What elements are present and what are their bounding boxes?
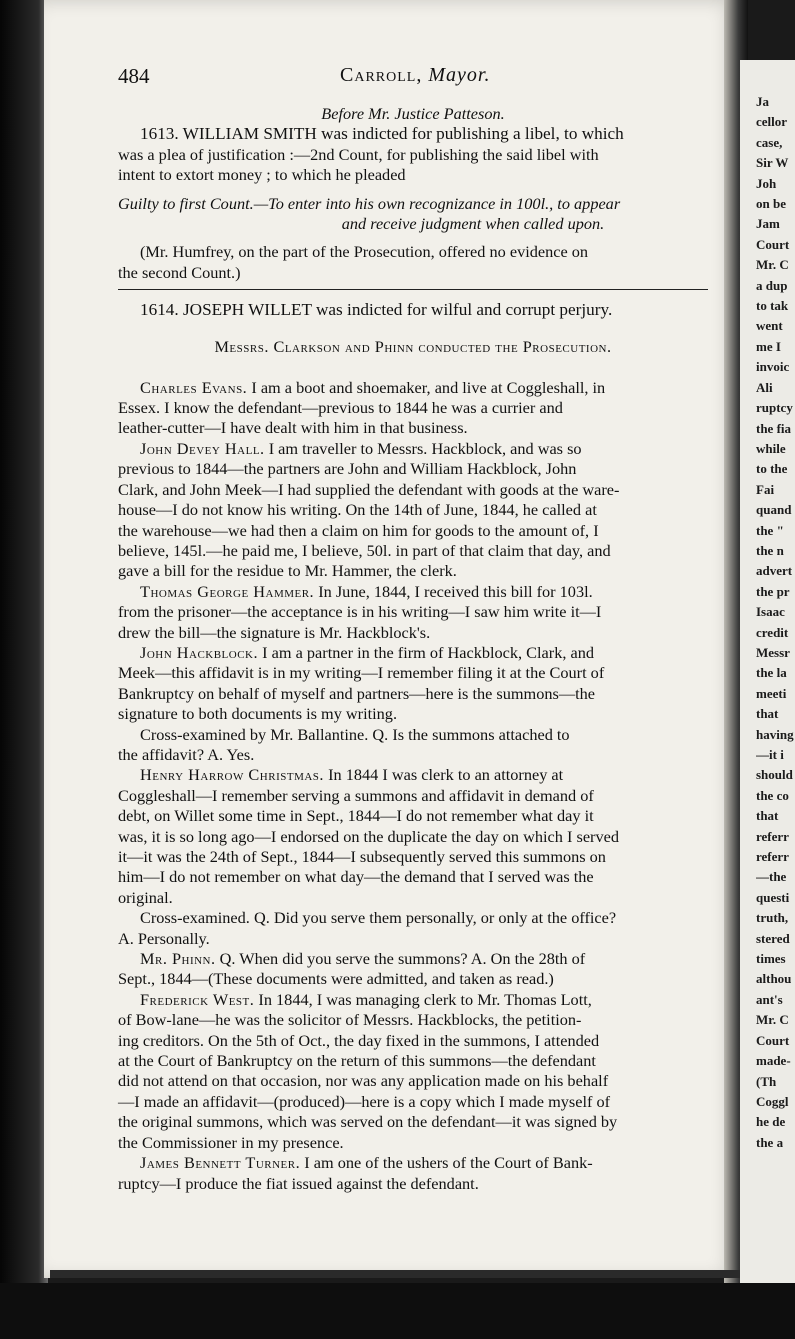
testimony-line [118, 602, 708, 622]
testimony-line [118, 521, 708, 541]
testimony-text: —I made an affidavit—(produced)—here is a copy which I made myself of [118, 1091, 611, 1111]
testimony-text: signature to both documents is my writing. [118, 704, 398, 724]
page-bottom-edge [50, 1270, 740, 1278]
testimony-line [118, 1092, 708, 1112]
testimony-line [118, 806, 708, 826]
testimony-text: I am one of the ushers of the Court of Bank- [304, 1153, 593, 1173]
testimony-line [118, 439, 708, 459]
facing-page-fragment: —the [756, 869, 787, 885]
testimony-text: house—I do not know his writing. On the 14th of June, 1844, he called at [118, 500, 597, 520]
case-1613-line-3: intent to extort money ; to which he pleaded [118, 165, 406, 185]
facing-page-fragment: case, [756, 134, 783, 150]
facing-page-fragment: the n [756, 542, 784, 558]
testimony-line [118, 827, 708, 847]
testimony-line [118, 378, 708, 398]
witness-paragraph [118, 908, 708, 949]
testimony-text: drew the bill—the signature is Mr. Hackblock's. [118, 622, 431, 642]
facing-page-fragment: quand [756, 502, 792, 518]
testimony-text: ing creditors. On the 5th of Oct., the day fixed in the summons, I attended [118, 1030, 600, 1050]
testimony-text: Bankruptcy on behalf of myself and partners—here is the summons—the [118, 683, 596, 703]
facing-page-fragment: Joh [756, 175, 777, 191]
witness-paragraph [118, 582, 708, 643]
testimony-text: it—it was the 24th of Sept., 1844—I subsequently served this summons on [118, 847, 606, 866]
testimony-text: Essex. I know the defendant—previous to 1844 he was a currier and [118, 398, 563, 418]
prosecution-note-line-2: the second Count.) [118, 262, 241, 282]
testimony-line [118, 765, 708, 785]
testimony-line [118, 684, 708, 704]
testimony-line [118, 990, 708, 1010]
facing-page-fragment: Court [756, 236, 790, 252]
facing-page-fragment: Mr. C [756, 257, 789, 273]
facing-page-fragment: me I [756, 338, 781, 354]
page-body [118, 104, 708, 1194]
facing-page-fragment: to tak [756, 298, 789, 314]
witness-paragraph [118, 643, 708, 725]
witness-paragraph [118, 1153, 708, 1194]
running-head-title: Mayor. [428, 64, 491, 86]
testimony-text: Meek—this affidavit is in my writing—I remember filing it at the Court of [118, 663, 605, 683]
facing-page-fragment: invoic [756, 359, 790, 375]
testimony-text: In June, 1844, I received this bill for 103l. [318, 581, 593, 601]
facing-page-fragment: should [756, 767, 793, 783]
testimony-line [118, 398, 708, 418]
scan-background [0, 1283, 795, 1339]
testimony-text: did not attend on that occasion, nor was any application made on his behalf [118, 1071, 609, 1091]
testimony-text: Clark, and John Meek—I had supplied the defendant with goods at the ware- [118, 479, 620, 499]
facing-page-fragment: althou [756, 971, 792, 987]
facing-page-fragment: the pr [756, 583, 790, 599]
testimony-line [118, 908, 708, 928]
case-1613 [118, 124, 708, 283]
case-1614 [118, 300, 708, 1194]
facing-page-fragment: Court [756, 1032, 790, 1048]
facing-page-fragment: he de [756, 1114, 786, 1130]
testimony-text: debt, on Willet some time in Sept., 1844—I do not remember what day it [118, 806, 594, 826]
testimony-line [118, 500, 708, 520]
facing-page-fragment: Mr. C [756, 1012, 789, 1028]
section-divider [118, 289, 708, 290]
facing-page-fragment: the la [756, 665, 787, 681]
facing-page-fragment: went [756, 318, 783, 334]
running-head [340, 64, 490, 87]
verdict-line-2: and receive judgment when called upon. [341, 214, 605, 234]
facing-page-fragment: Jam [756, 216, 780, 232]
facing-page-fragment: the fia [756, 420, 792, 436]
testimony-text: Cross-examined. Q. Did you serve them personally, or only at the office? [140, 908, 617, 928]
testimony-line [118, 1133, 708, 1153]
testimony-text: the affidavit? A. Yes. [118, 744, 255, 764]
witness-paragraph [118, 990, 708, 1153]
facing-page-fragment: on be [756, 196, 786, 212]
witness-name: John Devey Hall. [140, 438, 265, 458]
witness-name: James Bennett Turner. [140, 1153, 301, 1173]
testimony-line [118, 418, 708, 438]
testimony-line [118, 1031, 708, 1051]
facing-page-fragment: times [756, 951, 786, 967]
testimony-text: original. [118, 887, 173, 907]
facing-page-fragment: that [756, 706, 779, 722]
testimony-text: Q. When did you serve the summons? A. On the 28th of [219, 949, 586, 969]
testimony-line [118, 1051, 708, 1071]
testimony-line [118, 541, 708, 561]
facing-page-fragment: that [756, 808, 779, 824]
testimony-text: of Bow-lane—he was the solicitor of Messrs. Hackblocks, the petition- [118, 1010, 582, 1030]
facing-page-fragment: ant's [756, 991, 783, 1007]
testimony-line [118, 786, 708, 806]
facing-page-fragment: while [756, 440, 786, 456]
testimony-text: the warehouse—we had then a claim on him for goods to the amount of, I [118, 520, 599, 540]
facing-page-fragment: advert [756, 563, 793, 579]
testimony-line [118, 561, 708, 581]
testimony-text: leather-cutter—I have dealt with him in that business. [118, 418, 468, 438]
testimony-line [118, 1153, 708, 1173]
testimony-line [118, 704, 708, 724]
testimony-line [118, 929, 708, 949]
page-header [118, 64, 708, 94]
case-1614-counsel: Messrs. Clarkson and Phinn conducted the Prosecution. [214, 336, 612, 356]
testimony-text: was, it is so long ago—I endorsed on the duplicate the day on which I served [118, 826, 619, 846]
testimony-line [118, 643, 708, 663]
witness-name: John Hackblock. [140, 642, 259, 662]
testimony-text: ruptcy—I produce the fiat issued against the defendant. [118, 1173, 479, 1193]
witness-name: Mr. Phinn. [140, 949, 216, 969]
book-left-edge [0, 0, 48, 1339]
testimony-line [118, 888, 708, 908]
facing-page-fragment: Fai [756, 481, 775, 497]
testimony [118, 378, 708, 1194]
testimony-text: I am a boot and shoemaker, and live at Coggleshall, in [251, 377, 606, 397]
testimony-line [118, 459, 708, 479]
facing-page-fragment: the " [756, 522, 784, 538]
testimony-line [118, 949, 708, 969]
testimony-text: I am traveller to Messrs. Hackblock, and was so [268, 438, 582, 458]
testimony-line [118, 867, 708, 887]
testimony-text: Coggleshall—I remember serving a summons and affidavit in demand of [118, 785, 594, 805]
case-1613-line-1: 1613. WILLIAM SMITH was indicted for publishing a libel, to which [140, 124, 624, 144]
testimony-line [118, 1010, 708, 1030]
facing-page-fragments [756, 92, 795, 1153]
facing-page-fragment: a dup [756, 277, 788, 293]
testimony-line [118, 1174, 708, 1194]
testimony-text: Sept., 1844—(These documents were admitted, and taken as read.) [118, 969, 554, 989]
testimony-line [118, 725, 708, 745]
facing-page-fragment: made- [756, 1053, 791, 1069]
case-1613-line-2: was a plea of justification :—2nd Count, for publishing the said libel with [118, 144, 599, 164]
witness-paragraph [118, 725, 708, 766]
running-head-name: Carroll, [340, 64, 423, 86]
facing-page-fragment: the a [756, 1134, 784, 1150]
facing-page-fragment: Ali [756, 379, 773, 395]
testimony-line [118, 582, 708, 602]
facing-page-fragment: credit [756, 624, 789, 640]
facing-page-fragment: Sir W [756, 155, 789, 171]
testimony-line [118, 847, 708, 867]
testimony-line [118, 1071, 708, 1091]
court-heading: Before Mr. Justice Patteson. [321, 104, 505, 123]
testimony-text: at the Court of Bankruptcy on the return of this summons—the defendant [118, 1051, 596, 1071]
testimony-line [118, 663, 708, 683]
witness-name: Henry Harrow Christmas. [140, 765, 324, 785]
testimony-text: him—I do not remember on what day—the demand that I served was the [118, 867, 594, 887]
facing-page-fragment: the co [756, 787, 789, 803]
testimony-text: I am a partner in the firm of Hackblock, Clark, and [262, 642, 594, 662]
facing-page-fragment: questi [756, 889, 790, 905]
case-1614-title: 1614. JOSEPH WILLET was indicted for wilful and corrupt perjury. [140, 300, 613, 320]
testimony-line [118, 745, 708, 765]
facing-page-fragment: Isaac [756, 604, 785, 620]
facing-page-fragment: Ja [756, 94, 769, 109]
witness-paragraph [118, 949, 708, 990]
testimony-line [118, 480, 708, 500]
testimony-text: believe, 145l.—he paid me, I believe, 50l. in part of that claim that day, and [118, 540, 611, 560]
witness-paragraph [118, 439, 708, 582]
testimony-text: In 1844 I was clerk to an attorney at [328, 765, 564, 785]
testimony-text: Cross-examined by Mr. Ballantine. Q. Is the summons attached to [140, 724, 570, 744]
witness-name: Charles Evans. [140, 377, 248, 397]
witness-name: Frederick West. [140, 989, 255, 1009]
testimony-text: gave a bill for the residue to Mr. Hammer, the clerk. [118, 561, 457, 581]
facing-page-fragment: cellor [756, 114, 788, 130]
facing-page-fragment: referr [756, 828, 789, 844]
testimony-text: previous to 1844—the partners are John and William Hackblock, John [118, 459, 577, 479]
testimony-text: In 1844, I was managing clerk to Mr. Thomas Lott, [258, 989, 592, 1009]
facing-page-fragment: having [756, 726, 794, 742]
facing-page-fragment: Coggl [756, 1093, 789, 1109]
testimony-text: the original summons, which was served on the defendant—it was signed by [118, 1112, 618, 1132]
page-number: 484 [118, 64, 150, 88]
witness-name: Thomas George Hammer. [140, 581, 315, 601]
verdict-line-1: Guilty to first Count.—To enter into his own recognizance in 100l., to appear [118, 193, 621, 213]
facing-page-fragment: ruptcy [756, 400, 793, 416]
facing-page-fragment: Messr [756, 644, 790, 660]
testimony-line [118, 623, 708, 643]
testimony-line [118, 1112, 708, 1132]
testimony-text: A. Personally. [118, 928, 210, 948]
facing-page-fragment: to the [756, 461, 788, 477]
facing-page-fragment: —it i [756, 747, 784, 762]
facing-page-fragment: meeti [756, 685, 787, 701]
facing-page-fragment: stered [756, 930, 790, 946]
facing-page-fragment: referr [756, 849, 789, 865]
testimony-line [118, 969, 708, 989]
facing-page-fragment: truth, [756, 910, 789, 926]
witness-paragraph [118, 378, 708, 439]
prosecution-note-line-1: (Mr. Humfrey, on the part of the Prosecution, offered no evidence on [140, 242, 589, 262]
testimony-text: from the prisoner—the acceptance is in his writing—I saw him write it—I [118, 602, 602, 622]
witness-paragraph [118, 765, 708, 908]
testimony-text: the Commissioner in my presence. [118, 1132, 344, 1152]
facing-page-fragment: (Th [756, 1073, 777, 1089]
